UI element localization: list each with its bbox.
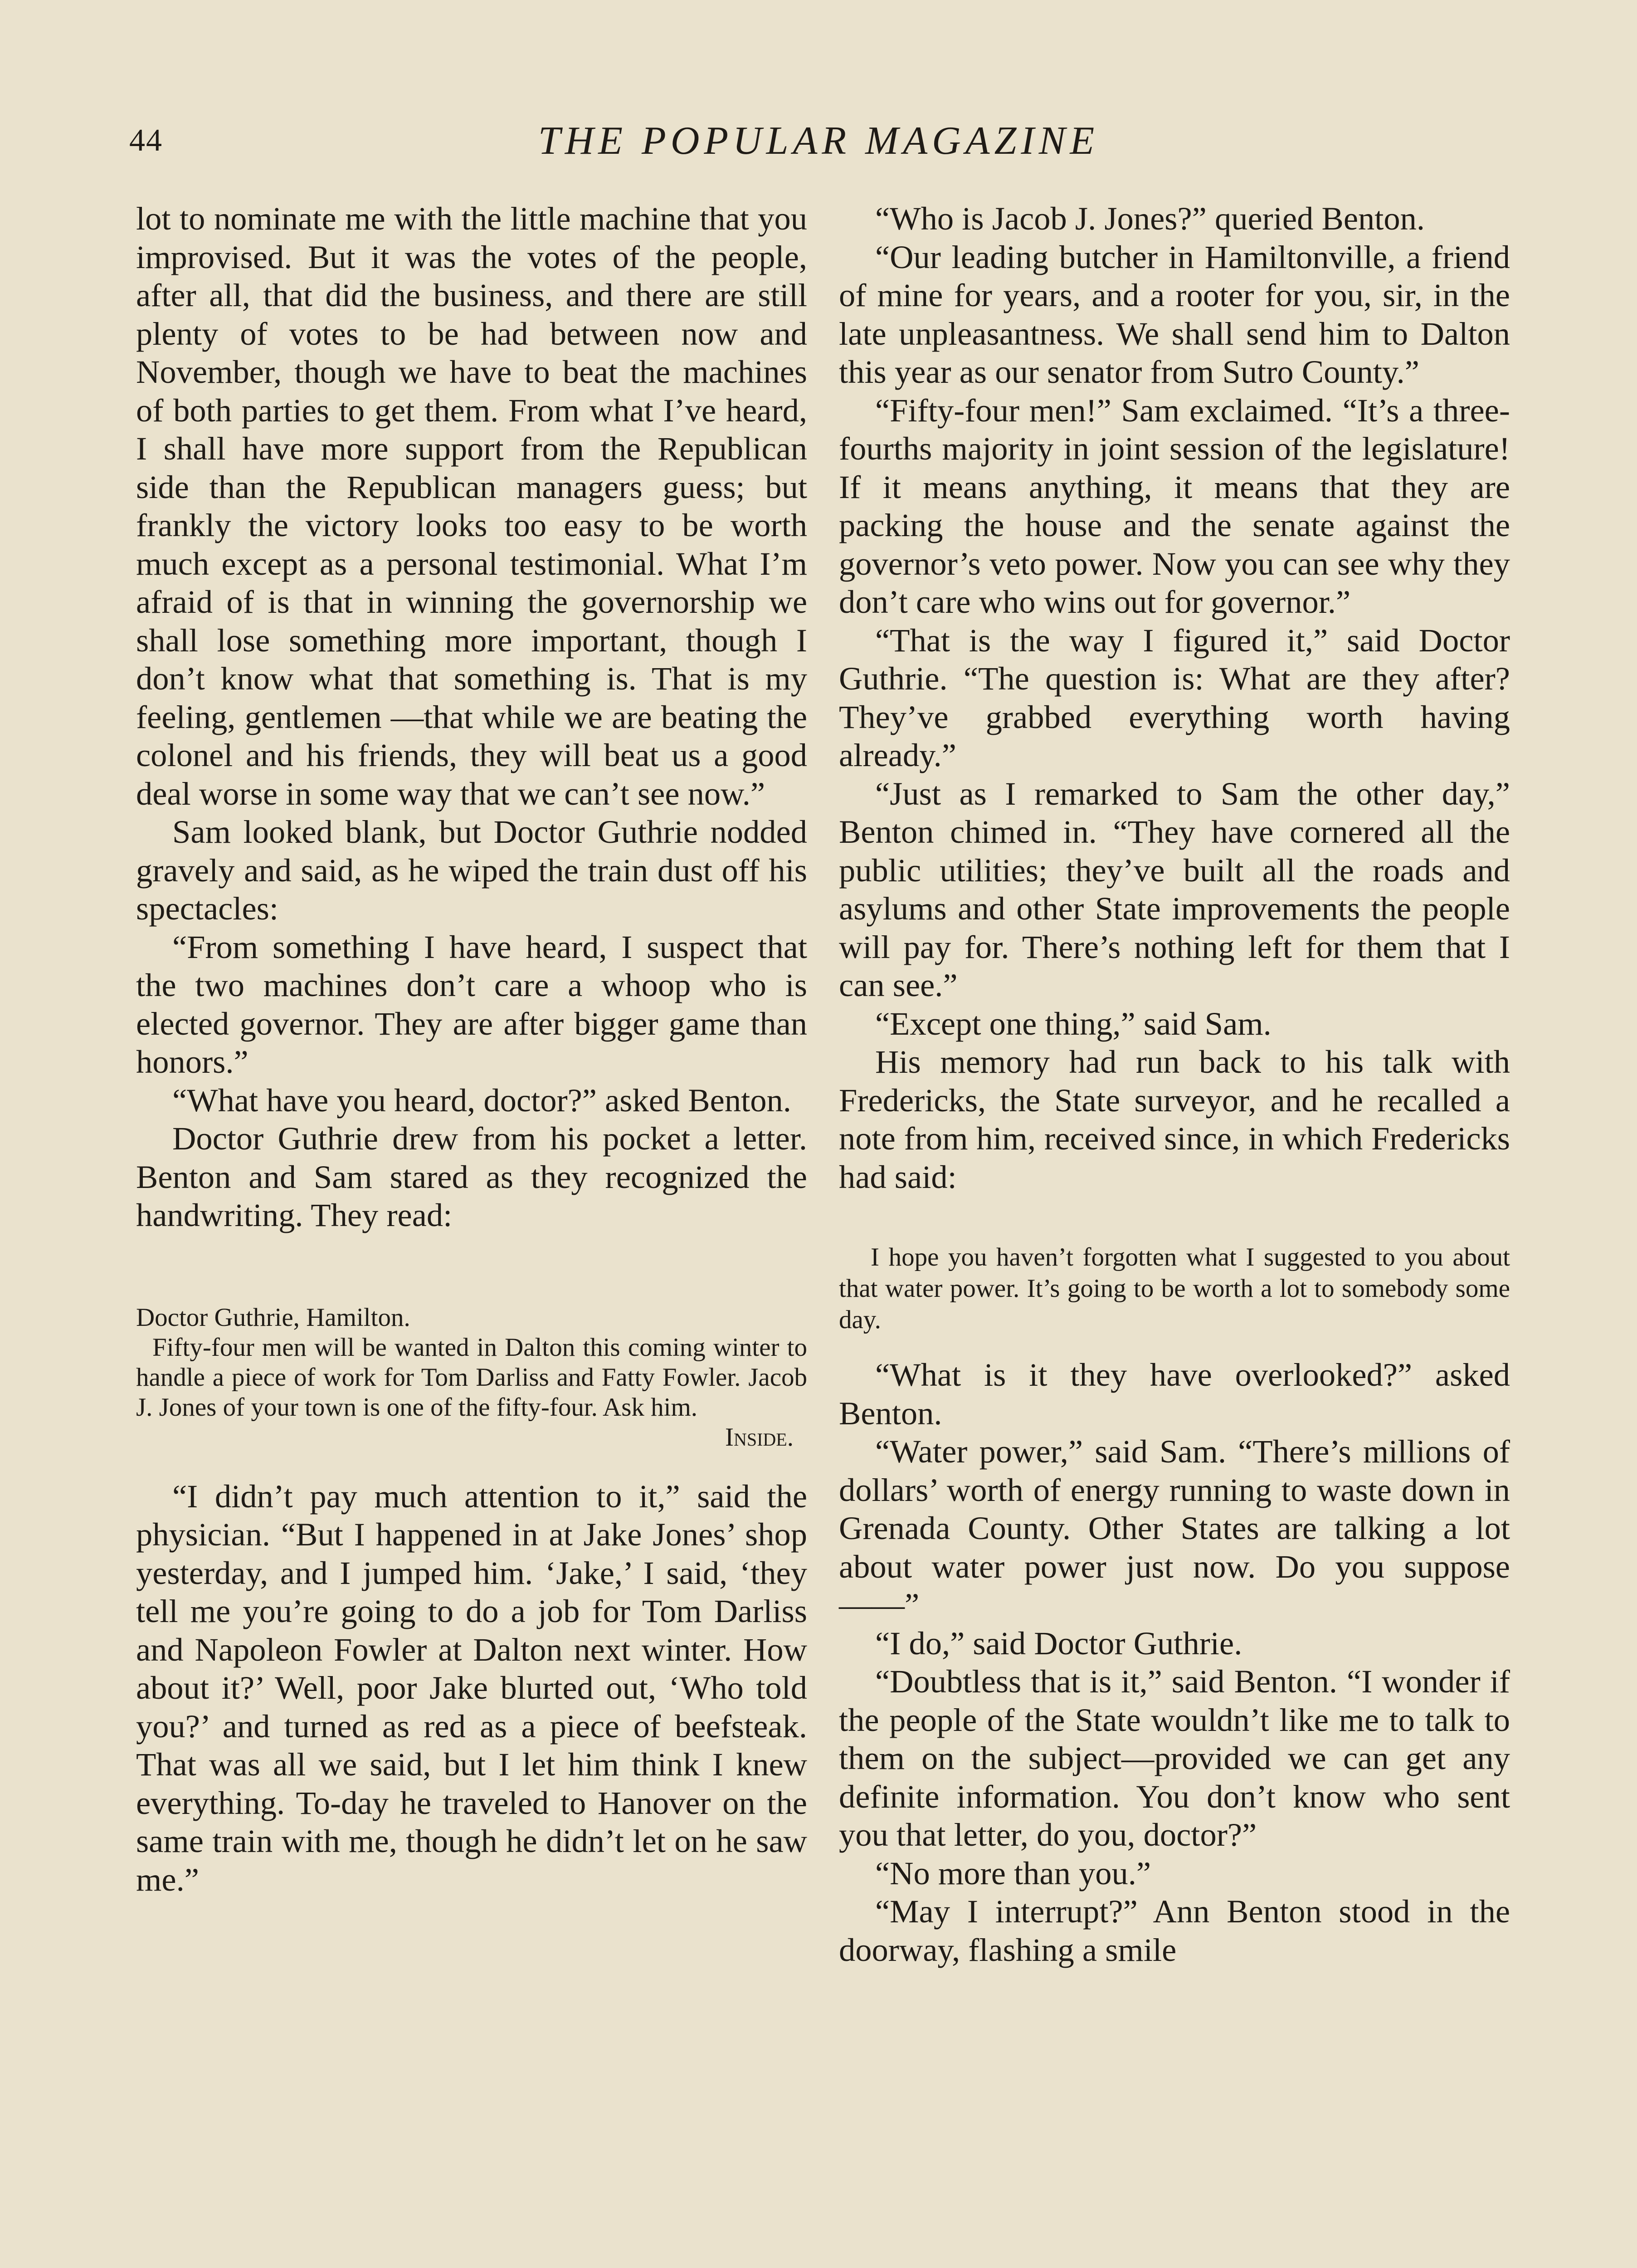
page-header [129,113,1508,172]
paragraph: “Our leading butcher in Hamiltonville, a friend of mine for years, and a rooter for you, sir, in the late unpleasantness. We shall send him to Dalton this year as our senator from Sutro County.” [839,238,1510,390]
right-column [839,200,1510,1969]
quoted-note: I hope you haven’t forgotten what I suggested to you about that water power. It’s going to be worth a lot to somebody some day. [839,1243,1510,1334]
paragraph: “May I interrupt?” Ann Benton stood in the doorway, flashing a smile [839,1893,1510,1968]
letter-address: Doctor Guthrie, Hamilton. [136,1303,410,1332]
paragraph: His memory had run back to his talk with Fredericks, the State surveyor, and he recalled a note from him, received since, in which Fredericks had said: [839,1043,1510,1195]
paragraph: “What have you heard, doctor?” asked Benton. [172,1081,791,1119]
paragraph: “Water power,” said Sam. “There’s millions of dollars’ worth of energy running to waste down in Grenada County. Other States are talking a lot about water power just now. Do you suppose——” [839,1433,1510,1623]
paragraph: “I do,” said Doctor Guthrie. [875,1624,1242,1662]
page-number: 44 [129,123,163,158]
paragraph: Sam looked blank, but Doctor Guthrie nodded gravely and said, as he wiped the train dust off his spectacles: [136,813,807,927]
paragraph: “Except one thing,” said Sam. [875,1005,1272,1042]
paragraph: “That is the way I figured it,” said Doctor Guthrie. “The question is: What are they after? They’ve grabbed everything worth having already.” [839,621,1510,773]
paragraph: “Doubtless that is it,” said Benton. “I wonder if the people of the State wouldn’t like me to talk to them on the subject—provided we can get any definite information. You don’t know who sent you that letter, do you, doctor?” [839,1663,1510,1853]
letter-body: Fifty-four men will be wanted in Dalton this coming winter to handle a piece of work for Tom Darliss and Fatty Fowler. Jacob J. Jones of your town is one of the fifty-four. Ask him. [136,1333,807,1422]
paragraph: “Fifty-four men!” Sam exclaimed. “It’s a three-fourths majority in joint session of the legislature! If it means anything, it means that they are packing the house and the senate against the governor’s veto power. Now you can see why they don’t care who wins out for governor.” [839,391,1510,620]
letter-signature: Inside. [725,1422,794,1452]
paragraph: “I didn’t pay much attention to it,” said the physician. “But I happened in at Jake Jones’ shop yesterday, and I jumped him. ‘Jake,’ I said, ‘they tell me you’re going to do a job for Tom Darliss and Napoleon Fowler at Dalton next winter. How about it?’ Well, poor Jake blurted out, ‘Who told you?’ and turned as red as a piece of beefsteak. That was all we said, but I let him think I knew everything. To-day he traveled to Hanover on the same train with me, though he didn’t let on he saw me.” [136,1477,807,1898]
running-title: THE POPULAR MAGAZINE [538,119,1099,163]
left-column [136,200,807,1899]
paragraph: “From something I have heard, I suspect that the two machines don’t care a whoop who is elected governor. They are after bigger game than honors.” [136,928,807,1080]
paragraph: Doctor Guthrie drew from his pocket a letter. Benton and Sam stared as they recognized the handwriting. They read: [136,1120,807,1233]
paragraph: lot to nominate me with the little machine that you improvised. But it was the votes of the people, after all, that did the business, and there are still plenty of votes to be had between now and November, though we have to beat the machines of both parties to get them. From what I’ve heard, I shall have more support from the Republican side than the Republican managers guess; but frankly the victory looks too easy to be worth much except as a personal testimonial. What I’m afraid of is that in winning the governorship we shall lose something more important, though I don’t know what that something is. That is my feeling, gentlemen —that while we are beating the colonel and his friends, they will beat us a good deal worse in some way that we can’t see now.” [136,200,807,812]
quoted-letter [136,1303,807,1452]
paragraph: “Just as I remarked to Sam the other day,” Benton chimed in. “They have cornered all the public utilities; they’ve built all the roads and asylums and other State improvements the people will pay for. There’s nothing left for them that I can see.” [839,775,1510,1003]
paragraph: “Who is Jacob J. Jones?” queried Benton. [875,200,1425,237]
paragraph: “What is it they have overlooked?” asked Benton. [839,1356,1510,1432]
paragraph: “No more than you.” [875,1854,1151,1892]
